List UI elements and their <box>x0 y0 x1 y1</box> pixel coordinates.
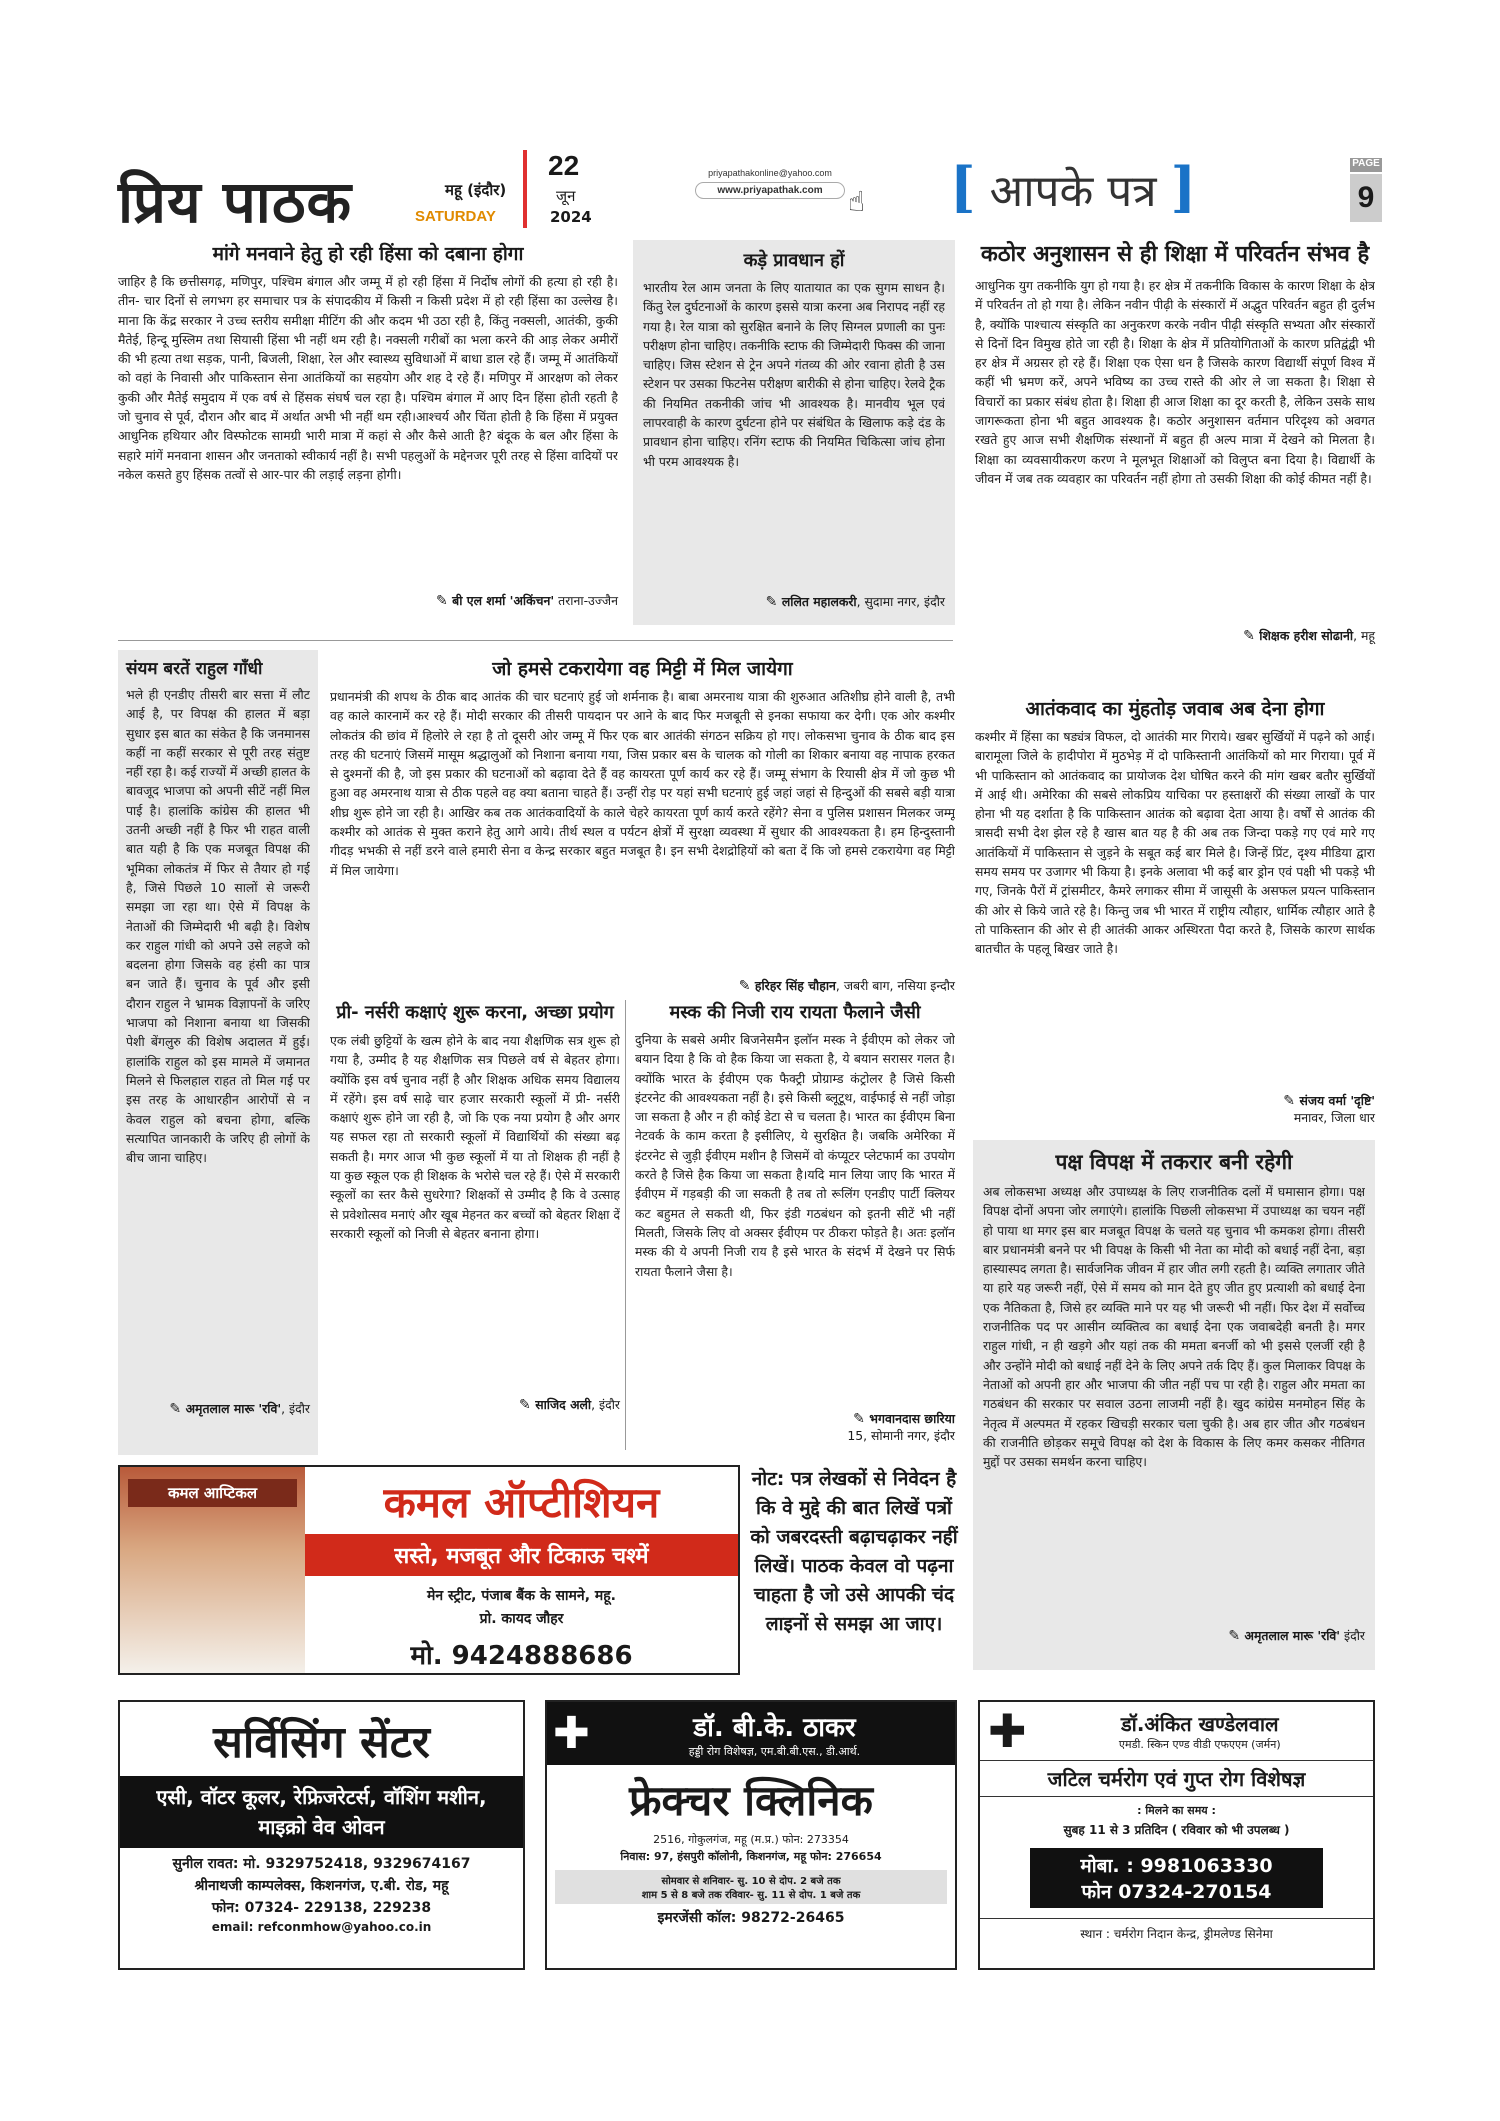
author-name: ललित महालकरी <box>781 594 857 609</box>
article-title: कठोर अनुशासन से ही शिक्षा में परिवर्तन संभव है <box>980 242 1370 267</box>
pen-icon: ✎ <box>765 594 782 610</box>
optician-name: कमल ऑप्टीशियन <box>383 1478 660 1527</box>
date-month: जून <box>556 187 576 205</box>
divider <box>118 640 953 641</box>
fracture-hours <box>555 1870 947 1904</box>
author-name: हरिहर सिंह चौहान <box>754 978 836 993</box>
newspaper-logo: प्रिय पाठक <box>118 168 353 236</box>
article-byline: ✎ ललित महालकरी, सुदामा नगर, इंदौर <box>765 594 945 610</box>
fracture-hours-1: सोमवार से शनिवार- सु. 10 से दोप. 2 बजे तक <box>661 1876 841 1887</box>
pen-icon: ✎ <box>169 1401 186 1417</box>
article-byline: ✎ हरिहर सिंह चौहान, जबरी बाग, नसिया इन्दौर <box>738 978 955 994</box>
skin-location: स्थान : चर्मरोग निदान केन्द्र, ड्रीमलेण्ड सिनेमा <box>980 1918 1373 1942</box>
author-place: इंदौर <box>289 1401 310 1416</box>
article-byline <box>118 592 618 609</box>
optician-tagline: सस्ते, मजबूत और टिकाऊ चश्में <box>305 1534 738 1576</box>
medical-cross-icon: ✚ <box>988 1704 1027 1758</box>
article-a5 <box>330 655 955 1000</box>
author-place: महू <box>1361 628 1375 643</box>
article-byline: ✎ शिक्षक हरीश सोढानी, महू <box>1243 628 1375 644</box>
fracture-qual: हड्डी रोग विशेषज्ञ, एम.बी.बी.एस., डी.आर्थ. <box>688 1745 861 1758</box>
article-body: प्रधानमंत्री की शपथ के ठीक बाद आतंक की चार घटनाएं हुई जो शर्मनाक है। बाबा अमरनाथ यात्रा की शुरुआत अतिशीघ्र होने वाली है, तभी वह काले कारनामें कर रहे हैं। मोदी सरकार की तीसरी पायदान पर आने के बाद फिर मजबूती से इनका सफाया कर देगी। एक ओर कश्मीर लोकतंत्र की छांव में हिलोरे ले रहा है तो दूसरी ओर जम्मू में फिर एक बार आतंकी संगठन सक्रिय हो गए। लोकसभा चुनाव के ठीक बाद इस तरह की घटनाएं जिसमें मासूम श्रद्धालुओं को निशाना बनाया गया, जिस प्रकार बस के चालक को गोली का शिकार बनाया वह नापाक हरकत से दुश्मनों की है, जो इस प्रकार की घटनाओं को बढ़ावा देते हैं वह कायरता पूर्ण कार्य कर रहे हैं। जम्मू संभाग के रियासी क्षेत्र में जो कुछ भी हुआ वह अमरनाथ यात्रा से ठीक पहले वह क्या बताना चाहते हैं। उन्हीं रोड़ पर यहां सभी घटनाएं हुई जहां जहां से हिन्दुओं की सबसे बड़ी यात्रा शीघ्र शुरू होने जा रही है। आखिर कब तक आतंकवादियों के काले चेहरे कायरता पूर्ण कार्य करते रहेंगे? सेना व पुलिस प्रशासन मिलकर जम्मू कश्मीर को आतंक से मुक्त कराने हेतु आगे आये। तीर्थ स्थल व पर्यटन क्षेत्रों में सुरक्षा व्यवस्था में सुधार की आवश्यकता है। हम हिन्दुस्तानी गीदड़ भभकी से नहीं डरने वाले हमारी सेना व केन्द्र सरकार बहुत मजबूत है। इन सभी देशद्रोहियों को बता दें कि जो हमसे टकरायेगा वह मिट्टी में मिल जायेगा। <box>330 689 955 878</box>
article-a6 <box>975 695 1375 1130</box>
author-name: शिक्षक हरीश सोढानी <box>1259 628 1354 643</box>
author-place: इंदौर <box>599 1397 620 1412</box>
article-a8 <box>635 1000 955 1455</box>
section-title: [ आपके पत्र ] <box>950 155 1197 219</box>
author-place: 15, सोमानी नगर, इंदौर <box>847 1428 955 1443</box>
author-name: संजय वर्मा 'दृष्टि' <box>1299 1093 1375 1108</box>
author-place: मनावर, जिला धार <box>1293 1110 1375 1125</box>
page-number: 9 <box>1350 174 1382 222</box>
article-title: कड़े प्रावधान हों <box>743 250 845 271</box>
article-byline: ✎ साजिद अली, इंदौर <box>519 1397 620 1413</box>
article-byline <box>975 1092 1375 1126</box>
article-a7 <box>330 1000 620 1455</box>
article-title: प्री- नर्सरी कक्षाएं शुरू करना, अच्छा प्रयोग <box>336 1002 614 1023</box>
article-byline <box>983 1627 1365 1644</box>
author-name: साजिद अली <box>535 1397 592 1412</box>
servicing-phone[interactable]: फोन: 07324- 229138, 229238 <box>211 1900 432 1916</box>
optician-address: मेन स्ट्रीट, पंजाब बैंक के सामने, महू. <box>426 1588 617 1604</box>
skin-timing-label: : मिलने का समय : <box>1137 1804 1216 1817</box>
author-name: अमृतलाल मारू 'रवि' <box>185 1401 282 1416</box>
servicing-email[interactable]: email: refconmhow@yahoo.co.in <box>211 1920 432 1934</box>
article-a3 <box>975 240 1375 680</box>
fracture-doctor: डॉ. बी.के. ठाकर <box>693 1713 856 1743</box>
author-place: तराना-उज्जैन <box>558 593 618 608</box>
pointing-hand-icon: ☝ <box>848 185 866 218</box>
author-name: बी एल शर्मा 'अकिंचन' <box>452 593 555 608</box>
article-title: जो हमसे टकरायेगा वह मिट्टी में मिल जायेगा <box>492 658 793 680</box>
skin-contacts <box>1030 1848 1323 1908</box>
servicing-title: सर्विसिंग सेंटर <box>213 1717 430 1768</box>
author-place: सुदामा नगर, इंदौर <box>864 594 945 609</box>
page-label: PAGE <box>1350 158 1382 172</box>
skin-timing: सुबह 11 से 3 प्रतिदिन ( रविवार को भी उपलब्ध ) <box>1063 1823 1290 1837</box>
pen-icon: ✎ <box>1228 1628 1245 1644</box>
article-a2 <box>633 240 955 625</box>
pen-icon: ✎ <box>853 1411 870 1427</box>
pen-icon: ✎ <box>519 1397 536 1413</box>
pen-icon: ✎ <box>435 593 453 609</box>
pen-icon: ✎ <box>1283 1093 1300 1109</box>
pen-icon: ✎ <box>1243 628 1260 644</box>
servicing-services: एसी, वॉटर कूलर, रेफ्रिजरेटर्स, वॉशिंग मशीन, माइक्रो वेव ओवन <box>120 1776 523 1848</box>
skin-mobile[interactable]: मोबा. : 9981063330 <box>1080 1855 1273 1877</box>
fracture-emergency[interactable]: इमरजेंसी कॉल: 98272-26465 <box>657 1910 845 1926</box>
author-name: अमृतलाल मारू 'रवि' <box>1244 1628 1341 1643</box>
medical-cross-icon: ✚ <box>553 1707 590 1759</box>
shop-photo <box>120 1467 305 1673</box>
article-title: मांगे मनवाने हेतु हो रही हिंसा को दबाना होगा <box>212 243 524 265</box>
author-name: भगवानदास छारिया <box>869 1411 955 1426</box>
fracture-header <box>547 1702 955 1765</box>
skin-specialty: जटिल चर्मरोग एवं गुप्त रोग विशेषज्ञ <box>980 1760 1373 1797</box>
servicing-address: श्रीनाथजी काम्पलेक्स, किशनगंज, ए.बी. रोड, महू <box>194 1878 449 1894</box>
article-body: जाहिर है कि छत्तीसगढ़, मणिपुर, पश्चिम बंगाल और जम्मू में हो रही हिंसा में निर्दोष लोगों की हत्या हो रही है। तीन- चार दिनों से लगभग हर समाचार पत्र के संपादकीय में किसी न किसी प्रदेश में हो रही हिंसा का उल्लेख है। माना कि केंद्र सरकार ने उच्च स्तरीय समीक्षा मीटिंग की और कदम भी उठा रही है, किंतु नक्सली, आतंकी, कुकी मैतेई, हिन्दू मुस्लिम तथा सियासी हिंसा भी नहीं थम रही है। नक्सली गरीबों का भला करने की आड़ लेकर अमीरों की भी हत्या तथा सड़क, पानी, बिजली, शिक्षा, रेल और स्वास्थ्य सुविधाओं में बाधा डाल रहे हैं। जम्मू में आतंकियों को वहां के निवासी और पाकिस्तान सेना आतंकियों का सहयोग और शह दे रहे हैं। मणिपुर में आरक्षण को लेकर कुकी और मैतेई समुदाय में एक वर्ष से हिंसक संघर्ष चल रहा है। पश्चिम बंगाल में आए दिन हिंसा होती रहती है जो चुनाव से पूर्व, दौरान और बाद में अर्थात अभी भी नहीं थम रही।आश्चर्य और चिंता होती है कि हिंसा में प्रयुक्त आधुनिक हथियार और विस्फोटक सामग्री भारी मात्रा में कहां से और कैसे आती है? बंदूक के बल और हिंसा के सहारे मांगें मनवाना शासन और जनताको स्वीकार्य नहीं है। सभी पहलुओं के मद्देनजर पूरी तरह से हिंसा वादियों पर नकेल कसते हुए हिंसक तत्वों से आर-पार की लड़ाई लड़ना होगी। <box>118 274 618 482</box>
fracture-hours-2: शाम 5 से 8 बजे तक रविवार- सु. 11 से दोप. 1 बजे तक <box>641 1890 861 1901</box>
optician-phone[interactable]: मो. 9424888686 <box>410 1641 633 1671</box>
skin-doctor: डॉ.अंकित खण्डेलवाल <box>1120 1712 1279 1736</box>
date-day: 22 <box>548 150 580 181</box>
email-text[interactable]: priyapathakonline@yahoo.com <box>708 168 832 178</box>
fracture-residence: निवास: 97, हंसपुरी कॉलोनी, किशनगंज, महू फोन: 276654 <box>620 1850 882 1863</box>
article-body: कश्मीर में हिंसा का षड्यंत्र विफल, दो आतंकी मार गिराये। खबर सुर्खियों में पढ़ने को आई। बारामूला जिले के हादीपोरा में मुठभेड़ में दो पाकिस्तानी आतंकियों को मार गिराया। पूर्व में भी पाकिस्तान को आतंकवाद का प्रायोजक देश घोषित करने की मांग खबर बतौर सुर्खियों में आई थी। अमेरिका की सबसे लोकप्रिय याचिका पर हस्ताक्षरों की संख्या लाखों के पार होना भी यह दर्शाता है कि पाकिस्तान आतंक को बढ़ावा देता आया है। वर्षों से आतंक की त्रासदी सभी देश झेल रहे है खास बात यह है की अब तक जिन्दा पकड़े गए एवं मारे गए आतंकियों में पाकिस्तान से जुड़ने के सबूत कई बार मिले है। जिन्हें प्रिंट, दृश्य मीडिया द्वारा समय समय पर उजागर भी किया है। इनके अलावा भी कई बार ड्रोन एवं पक्षी भी पकड़े भी गए, जिनके पैरों में ट्रांसमीटर, कैमरे लगाकर सीमा में जासूसी के असफल प्रयत्न पाकिस्तान की ओर से किये जाते रहे है। किन्तु जब भी भारत में राष्ट्रीय त्यौहार, धार्मिक त्यौहार आते है तो पाकिस्तान की ओर से ही आतंकी आकर अस्थिरता पैदा करते है, जिसके कारण सार्थक बातचीत के पहलू बिखर जाते है। <box>975 729 1375 957</box>
optician-ad[interactable] <box>118 1465 740 1675</box>
contact-box <box>695 168 845 199</box>
fracture-clinic-ad[interactable] <box>545 1700 957 1970</box>
optician-owner: प्रो. कायद जौहर <box>479 1611 564 1627</box>
editor-note: नोट: पत्र लेखकों से निवेदन है कि वे मुद्दे की बात लिखें पत्रों को जबरदस्ती बढ़ाचढ़ाकर नहीं लिखें। पाठक केवल वो पढ़ना चाहता है जो उसे आपकी चंद लाइनों से समझ आ जाए। <box>750 1468 958 1635</box>
article-a4 <box>118 650 318 1455</box>
article-body: दुनिया के सबसे अमीर बिजनेसमैन इलॉन मस्क ने ईवीएम को लेकर जो बयान दिया है कि वो हैक किया जा सकता है, ये बयान सरासर गलत है। क्योंकि भारत के ईवीएम एक फैक्ट्री प्रोग्राम्ड कंट्रोलर है जिसे किसी इंटरनेट की आवश्यकता नहीं है। इसे किसी ब्लूटूथ, वाईफाई से नहीं जोड़ा जा सकता है और न ही कोई डेटा से च चलता है। भारत का ईवीएम बिना नेटवर्क के काम करता है इसीलिए, ये सुरक्षित है। जबकि अमेरिका में इंटरनेट से जुड़ी ईवीएम मशीन है जिसमें वो कंप्यूटर प्लेटफार्म का उपयोग करते है जिसे हैक किया जा सकता है।यदि मान लिया जाए कि भारत में ईवीएम में गड़बड़ी की जा सकती है तब तो रूलिंग एनडीए पार्टी क्लियर कट बहुमत ले सकती थी, फिर इंडी गठबंधन को इतनी सीटें भी नहीं मिलती, जिसके लिए वो अक्सर ईवीएम पर ठीकरा फोड़ते है। अतः इलॉन मस्क की ये अपनी निजी राय है इसे भारत के संदर्भ में देखने पर सिर्फ रायता फैलाने जैसा है। <box>635 1032 955 1279</box>
article-body: भारतीय रेल आम जनता के लिए यातायात का एक सुगम साधन है। किंतु रेल दुर्घटनाओं के कारण इससे यात्रा करना अब निरापद नहीं रह गया है। रेल यात्रा को सुरक्षित बनाने के लिए सिग्नल प्रणाली का पुनः परीक्षण होना चाहिए। तकनीकि स्टाफ की जिम्मेदारी फिक्स की जाना चाहिए। जिस स्टेशन से ट्रेन अपने गंतव्य की ओर रवाना होती है उस स्टेशन पर उसका फिटनेस परीक्षण बारीकी से होना चाहिए। रेलवे ट्रैक की नियमित तकनीकी जांच भी आवश्यक है। मानवीय भूल एवं लापरवाही के कारण दुर्घटना होने पर संबंधित के खिलाफ कड़े दंड के प्रावधान होना चाहिए। रनिंग स्टाफ की नियमित चिकित्सा जांच होना भी परम आवश्यक है। <box>643 280 945 469</box>
website-link[interactable]: www.priyapathak.com <box>695 182 845 199</box>
skin-clinic-ad[interactable] <box>978 1700 1375 1970</box>
article-a1 <box>118 240 618 625</box>
divider <box>625 1000 626 1450</box>
edition-place: महू (इंदौर) <box>445 181 507 199</box>
article-title: आतंकवाद का मुंहतोड़ जवाब अब देना होगा <box>1025 698 1325 720</box>
section-title-text: आपके पत्र <box>989 166 1157 217</box>
article-title: संयम बरतें राहुल गाँधी <box>126 659 263 679</box>
pen-icon: ✎ <box>738 978 755 994</box>
article-byline <box>635 1410 955 1444</box>
fracture-address: 2516, गोकुलगंज, महू (म.प्र.) फोन: 273354 <box>653 1833 849 1846</box>
article-title: पक्ष विपक्ष में तकरार बनी रहेगी <box>1055 1150 1293 1174</box>
article-title: मस्क की निजी राय रायता फैलाने जैसी <box>669 1002 921 1023</box>
article-body: एक लंबी छुट्टियों के खत्म होने के बाद नया शैक्षणिक सत्र शुरू हो गया है, उम्मीद है यह शैक्षणिक सत्र पिछले वर्ष से बेहतर होगा। क्योंकि इस वर्ष चुनाव नहीं है और शिक्षक अधिक समय विद्यालय में रहेंगे। इस वर्ष साढ़े चार हजार सरकारी स्कूलों में प्री- नर्सरी कक्षाएं शुरू होने जा रही है, जो कि एक नया प्रयोग है और अगर यह सफल रहा तो सरकारी स्कूलों में विद्यार्थियों की संख्या बढ़ सकती है। मगर आज भी कुछ स्कूलों में या तो शिक्षक ही नहीं है या कुछ स्कूल एक ही शिक्षक के भरोसे चल रहे हैं। ऐसे में सरकारी स्कूलों का स्तर कैसे सुधरेगा? शिक्षकों से उम्मीद है कि वे उत्साह से प्रवेशोत्सव मनाएं और खूब मेहनत कर बच्चों को बेहतर शिक्षा दें सरकारी स्कूलों को निजी से बेहतर बनाना होगा। <box>330 1033 620 1241</box>
article-byline: ✎ अमृतलाल मारू 'रवि', इंदौर <box>169 1401 310 1417</box>
skin-qual: एमडी. स्किन एण्ड वीडी एफएएम (जर्मन) <box>1118 1738 1281 1751</box>
servicing-ad[interactable] <box>118 1700 525 1970</box>
article-body: आधुनिक युग तकनीकि युग हो गया है। हर क्षेत्र में तकनीकि विकास के कारण शिक्षा के क्षेत्र में परिवर्तन तो हो गया है। लेकिन नवीन पीढ़ी के संस्कारों में अद्भुत परिवर्तन बहुत ही दुर्लभ है, क्योंकि पाश्चात्य संस्कृति का अनुकरण करके नवीन पीढ़ी संस्कृति सभ्यता और संस्कारों से दिनों दिन विमुख होते जा रही है। शिक्षा के क्षेत्र में प्रतियोगिताओं के कारण प्रतिद्वंद्वी भी हर क्षेत्र में अग्रसर हो रहे हैं। शिक्षा एक ऐसा धन है जिसके कारण विद्यार्थी संपूर्ण विश्व में कहीं भी भ्रमण करें, अपने भविष्य का उच्च रास्ते की ओर ले जा सकता है। शिक्षा से विचारों का प्रकार संबंध होता है। शिक्षा ही आज शिक्षा का दूर करती है, लेकिन उसके साथ जागरूकता होना भी बहुत आवश्यक है। कठोर अनुशासन वर्तमान परिदृश्य को अवगत रखते हुए आज सभी शैक्षणिक संस्थानों में बहुत ही अल्प मात्रा में देखने को मिलता है। शिक्षा का व्यवसायीकरण करण ने मूलभूत शिक्षाओं को विलुप्त बना दिया है। विद्यार्थी के जीवन में जब तक व्यवहार का परिवर्तन नहीं होगा तो उसकी शिक्षा की कोई कीमत नहीं है। <box>975 278 1375 486</box>
author-place: इंदौर <box>1344 1628 1365 1643</box>
weekday: SATURDAY <box>415 208 496 225</box>
article-body: अब लोकसभा अध्यक्ष और उपाध्यक्ष के लिए राजनीतिक दलों में घमासान होगा। पक्ष विपक्ष दोनों अपना जोर लगाएंगे। हालांकि पिछली लोकसभा में उपाध्यक्ष का चयन नहीं हो पाया था मगर इस बार मजबूत विपक्ष के चलते यह चुनाव भी कमकश होगा। तीसरी बार प्रधानमंत्री बनने पर भी विपक्ष के किसी भी नेता का मोदी को बधाई नहीं देना, बड़ा हास्यास्पद लगता है। सार्वजनिक जीवन में हार जीत लगी रहती है। व्यक्ति लगातार जीते या हारे यह जरूरी नहीं, ऐसे में समय को मान देते हुए जीत हुए प्रत्याशी को बधाई देना एक नैतिकता है, जिसे हर व्यक्ति माने पर यह भी जरूरी भी नहीं। फिर देश में सर्वोच्च राजनीतिक पद पर आसीन व्यक्तित्व का बधाई देना एक जवाबदेही बनती है। मगर राहुल गांधी, न ही खड़गे और यहां तक की ममता बनर्जी को भी इससे एलर्जी रही है और उन्होंने मोदी को बधाई नहीं देने के लिए अपने तर्क दिए हैं। कुल मिलाकर विपक्ष के नेताओं को अपनी हार और भाजपा की जीत नहीं पच पा रही है। राहुल और ममता का गठबंधन की सरकार पर सवाल उठना लाजमी नहीं है। खुद कांग्रेस मनमोहन सिंह के नेतृत्व में अल्पमत में रहकर खिचड़ी सरकार चला चुकी है। अब हार जीत और गठबंधन की राजनीति छोड़कर समूचे विपक्ष को देश के विकास के लिए कमर कसकर नीतिगत मुद्दों पर उसका समर्थन करना चाहिए। <box>983 1184 1365 1470</box>
skin-phone[interactable]: फोन 07324-270154 <box>1081 1881 1272 1903</box>
date-year: 2024 <box>550 208 592 226</box>
date-divider <box>523 150 527 228</box>
servicing-contact[interactable]: सुनील रावत: मो. 9329752418, 9329674167 <box>172 1856 471 1872</box>
author-place: जबरी बाग, नसिया इन्दौर <box>843 978 955 993</box>
shop-sign: कमल आप्टिकल <box>128 1479 297 1507</box>
fracture-clinic-name: फ्रेक्चर क्लिनिक <box>629 1776 873 1825</box>
article-body: भले ही एनडीए तीसरी बार सत्ता में लौट आई है, पर विपक्ष की हालत में बड़ा सुधार इस बात का संकेत है कि जनमानस कहीं ना कहीं सरकार से पूरी तरह संतुष्ट नहीं रहा है। कई राज्यों में अच्छी हालत के बावजूद भाजपा को अपनी सीटें नहीं मिल पाई है। हालांकि कांग्रेस की हालत भी उतनी अच्छी नहीं है फिर भी राहत वाली बात यही है कि एक मजबूत विपक्ष की भूमिका लोकतंत्र में फिर से तैयार हो गई है, जिसे पिछले 10 सालों से जरूरी समझा जा रहा था। ऐसे में विपक्ष के नेताओं की जिम्मेदारी भी बढ़ी है। विशेष कर राहुल गांधी को अपने उसे लहजे को बदलना होगा जिसके वह हंसी का पात्र बन जाते हैं। चुनाव के पूर्व और इसी दौरान राहुल ने भ्रामक विज्ञापनों के जरिए भाजपा को निशाना बनाया था जिसकी पेशी बेंगलुरु की विशेष अदालत में हुई। हालांकि राहुल को इस मामले में जमानत मिलने से फिलहाल राहत तो मिल गई पर इस तरह के आधारहीन आरोपों से न केवल राहुल को बचना होगा, बल्कि सत्यापित जानकारी के जरिए ही लोगों के बीच जाना चाहिए। <box>126 687 310 1166</box>
article-a9 <box>973 1140 1375 1670</box>
